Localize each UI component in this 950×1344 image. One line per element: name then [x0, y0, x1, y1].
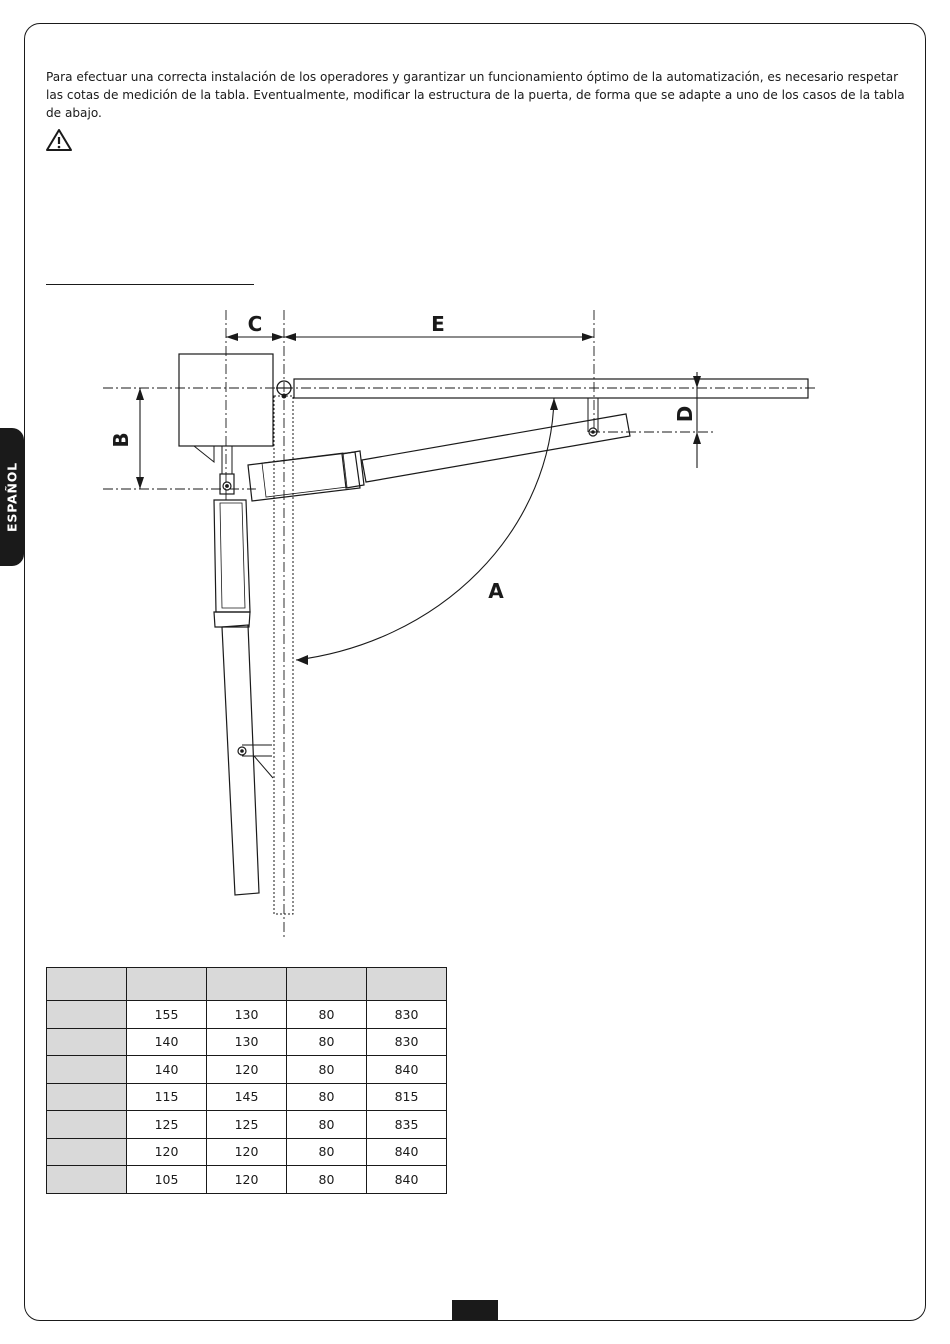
table-cell: 830	[367, 1028, 447, 1056]
table-cell: 815	[367, 1083, 447, 1111]
table-row-head	[47, 1056, 127, 1084]
table-row-head	[47, 1083, 127, 1111]
table-header-cell	[287, 968, 367, 1001]
reference-lines	[103, 310, 815, 940]
table-cell: 120	[207, 1056, 287, 1084]
operator-closed	[220, 414, 630, 501]
section-heading-rule	[46, 284, 254, 285]
table-row-head	[47, 1138, 127, 1166]
gate-leaf-open	[274, 396, 293, 914]
table-cell: 115	[127, 1083, 207, 1111]
table-cell: 80	[287, 1166, 367, 1194]
table-cell: 80	[287, 1028, 367, 1056]
table-cell: 840	[367, 1056, 447, 1084]
opening-angle-arc	[296, 398, 554, 660]
table-cell: 120	[207, 1138, 287, 1166]
table-row-head	[47, 1028, 127, 1056]
table-row	[47, 1111, 447, 1139]
label-e: E	[431, 312, 445, 336]
table-cell: 835	[367, 1111, 447, 1139]
label-c: C	[247, 312, 263, 336]
language-label: ESPAÑOL	[4, 462, 20, 532]
table-row-head	[47, 1166, 127, 1194]
table-cell: 120	[207, 1166, 287, 1194]
operator-open	[214, 500, 259, 895]
table-row	[47, 1138, 447, 1166]
label-a: A	[488, 579, 504, 603]
table-cell: 120	[127, 1138, 207, 1166]
table-cell: 145	[207, 1083, 287, 1111]
table-cell: 80	[287, 1083, 367, 1111]
table-cell: 80	[287, 1001, 367, 1029]
table-header-cell	[207, 968, 287, 1001]
table-header-cell	[127, 968, 207, 1001]
installation-diagram	[100, 300, 830, 945]
table-cell: 155	[127, 1001, 207, 1029]
table-cell: 840	[367, 1138, 447, 1166]
intro-paragraph: Para efectuar una correcta instalación de los operadores y garantizar un funcionamiento óptimo de la automatización, es necesario respetar las cotas de medición de la tabla. Eventualmente, modificar la estructura de la puerta, de forma que se adapte a uno de los casos de la tabla de abajo.	[46, 70, 905, 120]
label-d: D	[673, 405, 697, 423]
table-cell: 140	[127, 1056, 207, 1084]
table-cell: 80	[287, 1111, 367, 1139]
table-cell: 80	[287, 1056, 367, 1084]
table-row	[47, 1056, 447, 1084]
table-cell: 125	[207, 1111, 287, 1139]
installation-measures-table	[46, 967, 447, 1194]
table-cell: 130	[207, 1001, 287, 1029]
table-row	[47, 1028, 447, 1056]
table-cell: 105	[127, 1166, 207, 1194]
table-row-head	[47, 1001, 127, 1029]
table-header-row	[47, 968, 447, 1001]
table-cell: 140	[127, 1028, 207, 1056]
warning-triangle-icon	[45, 128, 73, 156]
table-cell: 830	[367, 1001, 447, 1029]
table-row-head	[47, 1111, 127, 1139]
table-row	[47, 1001, 447, 1029]
table-row	[47, 1166, 447, 1194]
table-cell: 125	[127, 1111, 207, 1139]
language-side-tab	[0, 428, 24, 566]
table-cell: 80	[287, 1138, 367, 1166]
table-cell: 840	[367, 1166, 447, 1194]
page-number-tab	[452, 1300, 498, 1321]
label-b: B	[109, 432, 133, 448]
gate-leaf-closed	[294, 379, 808, 398]
table-row	[47, 1083, 447, 1111]
table-cell: 130	[207, 1028, 287, 1056]
table-header-cell	[367, 968, 447, 1001]
table-header-cell	[47, 968, 127, 1001]
